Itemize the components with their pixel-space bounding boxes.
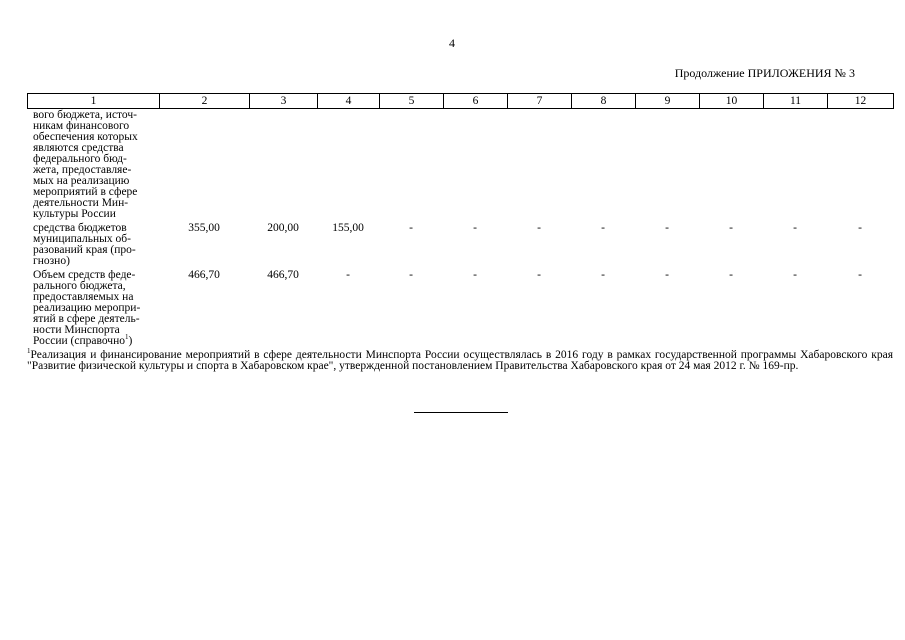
table-cell: [827, 110, 893, 220]
column-number: 11: [764, 94, 828, 109]
row-label: [27, 267, 159, 347]
table-cell: -: [346, 269, 350, 281]
table-cell: -: [793, 222, 797, 234]
table-cell: -: [601, 222, 605, 234]
table-row: [27, 267, 893, 347]
table-cell: 200,00: [267, 222, 299, 234]
table-cell: [443, 110, 507, 220]
table-cell: [763, 110, 827, 220]
table-cell: 155,00: [332, 222, 364, 234]
footnote-reference: 1: [124, 333, 129, 342]
table-cell: -: [409, 269, 413, 281]
column-number: 5: [380, 94, 444, 109]
table-cell: -: [537, 269, 541, 281]
table-row: [27, 110, 893, 220]
table-cell: [159, 110, 249, 220]
column-number: 1: [28, 94, 160, 109]
column-number: 2: [160, 94, 250, 109]
row-label: [27, 220, 159, 267]
table-cell: -: [473, 222, 477, 234]
column-number-header: [27, 93, 894, 109]
row-label-text: Объем средств феде- рального бюджета, предоставляемых на реализацию меропри- ятий в сфере деятель- ности Минспорта России (справочно: [33, 269, 141, 347]
end-divider: [414, 412, 508, 413]
table-cell: [379, 110, 443, 220]
page-number: 4: [449, 36, 455, 50]
table-row: [27, 220, 893, 267]
column-number: 6: [444, 94, 508, 109]
table-cell: [699, 110, 763, 220]
table-cell: -: [665, 269, 669, 281]
table-cell: [507, 110, 571, 220]
footnote-text: Реализация и финансирование мероприятий в сфере деятельности Минспорта России осуществлялась в 2016 году в рамках государственной программы Хабаровского края "Развитие физической культуры и спорта в Хабаровском крае", утвержденной постановлением Правительства Хабаровского края от 24 мая 2012 г. № 169-пр.: [27, 349, 893, 372]
footnote-marker: 1: [27, 347, 31, 356]
appendix-continuation-title: Продолжение ПРИЛОЖЕНИЯ № 3: [674, 66, 855, 80]
table-cell: -: [473, 269, 477, 281]
table-cell: 466,70: [267, 269, 299, 281]
row-label-tail: ): [128, 335, 133, 347]
budget-table: [27, 110, 893, 347]
table-cell: -: [537, 222, 541, 234]
table-cell: -: [793, 269, 797, 281]
column-number: 4: [318, 94, 380, 109]
row-label-text: вого бюджета, источ- никам финансового обеспечения которых являются средства федерального бюд- жета, предоставляе- мых на реализацию мероприятий в сфере деятельности Мин- культуры России: [33, 109, 138, 220]
row-label: [27, 110, 159, 220]
column-number: 3: [250, 94, 318, 109]
column-number: 8: [572, 94, 636, 109]
table-cell: [317, 110, 379, 220]
column-number: 9: [636, 94, 700, 109]
table-cell: -: [409, 222, 413, 234]
table-cell: -: [729, 222, 733, 234]
table-cell: 466,70: [188, 269, 220, 281]
column-number: 7: [508, 94, 572, 109]
table-cell: [635, 110, 699, 220]
table-cell: 355,00: [188, 222, 220, 234]
footnote: [27, 347, 893, 372]
table-cell: [249, 110, 317, 220]
row-label-text: средства бюджетов муниципальных об- разований края (про- гнозно): [33, 222, 136, 267]
table-cell: -: [858, 269, 862, 281]
table-cell: -: [858, 222, 862, 234]
column-number: 12: [828, 94, 894, 109]
column-number: 10: [700, 94, 764, 109]
table-cell: -: [665, 222, 669, 234]
table-cell: -: [601, 269, 605, 281]
table-cell: [571, 110, 635, 220]
table-cell: -: [729, 269, 733, 281]
